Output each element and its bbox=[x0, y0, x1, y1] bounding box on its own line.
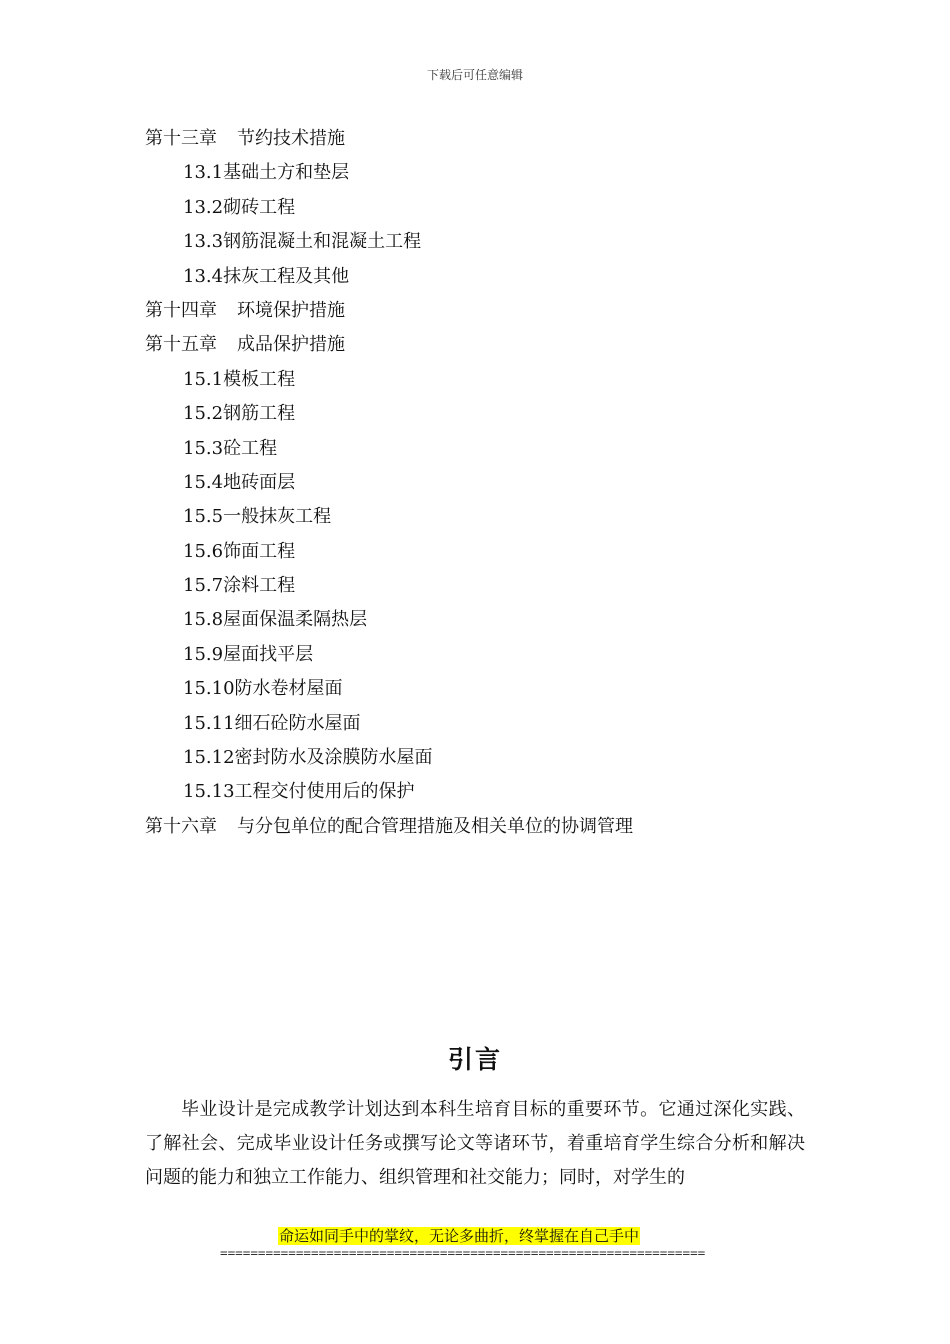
intro-paragraph: 毕业设计是完成教学计划达到本科生培育目标的重要环节。它通过深化实践、了解社会、完成毕业设计任务或撰写论文等诸环节，着重培育学生综合分析和解决问题的能力和独立工作能力、组织管理和社交能力；同时，对学生的 bbox=[145, 1099, 805, 1188]
toc-chapter bbox=[145, 122, 845, 156]
toc-number: 第十四章 bbox=[145, 299, 217, 321]
footer-rule: ================================================================ bbox=[220, 1245, 706, 1260]
toc-number: 15.2 bbox=[183, 403, 224, 425]
toc-title: 防水卷材屋面 bbox=[234, 678, 343, 700]
toc-number: 15.1 bbox=[183, 368, 224, 390]
toc-title: 模板工程 bbox=[223, 368, 296, 390]
toc-section bbox=[145, 432, 845, 466]
toc-chapter bbox=[145, 810, 845, 844]
toc-number: 15.5 bbox=[183, 506, 224, 528]
toc-number: 第十六章 bbox=[145, 815, 217, 837]
toc-section bbox=[145, 260, 845, 294]
toc-section bbox=[145, 191, 845, 225]
toc-title: 地砖面层 bbox=[223, 471, 296, 493]
toc-section bbox=[145, 603, 845, 637]
footer-motto: 命运如同手中的掌纹，无论多曲折，终掌握在自己手中 bbox=[279, 1227, 640, 1245]
toc-number: 15.9 bbox=[183, 643, 224, 665]
toc-number: 13.2 bbox=[183, 196, 224, 218]
toc-number: 15.7 bbox=[183, 575, 224, 597]
toc-title: 成品保护措施 bbox=[237, 334, 345, 356]
toc-section bbox=[145, 741, 845, 775]
toc-number: 15.12 bbox=[183, 747, 235, 769]
toc-number: 13.3 bbox=[183, 231, 224, 253]
header-note: 下载后可任意编辑 bbox=[426, 68, 523, 82]
toc-title: 钢筋混凝土和混凝土工程 bbox=[223, 231, 422, 253]
toc-number: 15.6 bbox=[183, 540, 224, 562]
toc-section bbox=[145, 535, 845, 569]
toc-section bbox=[145, 569, 845, 603]
toc-section bbox=[145, 672, 845, 706]
toc-title: 密封防水及涂膜防水屋面 bbox=[234, 747, 433, 769]
toc-section bbox=[145, 225, 845, 259]
intro-title: 引言 bbox=[447, 1045, 502, 1074]
toc-title: 环境保护措施 bbox=[237, 299, 345, 321]
toc-title: 饰面工程 bbox=[223, 540, 296, 562]
toc-number: 13.1 bbox=[183, 162, 224, 184]
toc-title: 屋面保温柔隔热层 bbox=[223, 609, 368, 631]
toc-section bbox=[145, 466, 845, 500]
toc-title: 砌砖工程 bbox=[223, 196, 296, 218]
toc-number: 15.11 bbox=[183, 712, 235, 734]
toc-number: 15.13 bbox=[183, 781, 235, 803]
toc-number: 15.8 bbox=[183, 609, 224, 631]
toc-title: 节约技术措施 bbox=[237, 128, 345, 149]
toc-chapter bbox=[145, 294, 845, 328]
toc-title: 钢筋工程 bbox=[223, 403, 296, 425]
toc-number: 第十五章 bbox=[145, 334, 217, 356]
toc-title: 与分包单位的配合管理措施及相关单位的协调管理 bbox=[237, 815, 633, 837]
toc-section bbox=[145, 775, 845, 809]
toc-section bbox=[145, 156, 845, 190]
toc-title: 工程交付使用后的保护 bbox=[234, 781, 415, 803]
toc-number: 15.4 bbox=[183, 471, 224, 493]
toc-section bbox=[145, 638, 845, 672]
toc-number: 第十三章 bbox=[145, 128, 217, 149]
toc-section bbox=[145, 500, 845, 534]
toc-number: 15.3 bbox=[183, 437, 224, 459]
toc-number: 15.10 bbox=[183, 678, 235, 700]
toc-title: 基础土方和垫层 bbox=[223, 162, 350, 184]
toc-title: 砼工程 bbox=[223, 437, 278, 459]
toc-section bbox=[145, 707, 845, 741]
toc-chapter bbox=[145, 328, 845, 362]
toc-title: 涂料工程 bbox=[223, 575, 296, 597]
toc-section bbox=[145, 363, 845, 397]
toc-number: 13.4 bbox=[183, 265, 224, 287]
table-of-contents bbox=[145, 122, 845, 844]
toc-section bbox=[145, 397, 845, 431]
toc-title: 一般抹灰工程 bbox=[223, 506, 332, 528]
toc-title: 屋面找平层 bbox=[223, 643, 314, 665]
toc-title: 细石砼防水屋面 bbox=[234, 712, 361, 734]
toc-title: 抹灰工程及其他 bbox=[223, 265, 350, 287]
